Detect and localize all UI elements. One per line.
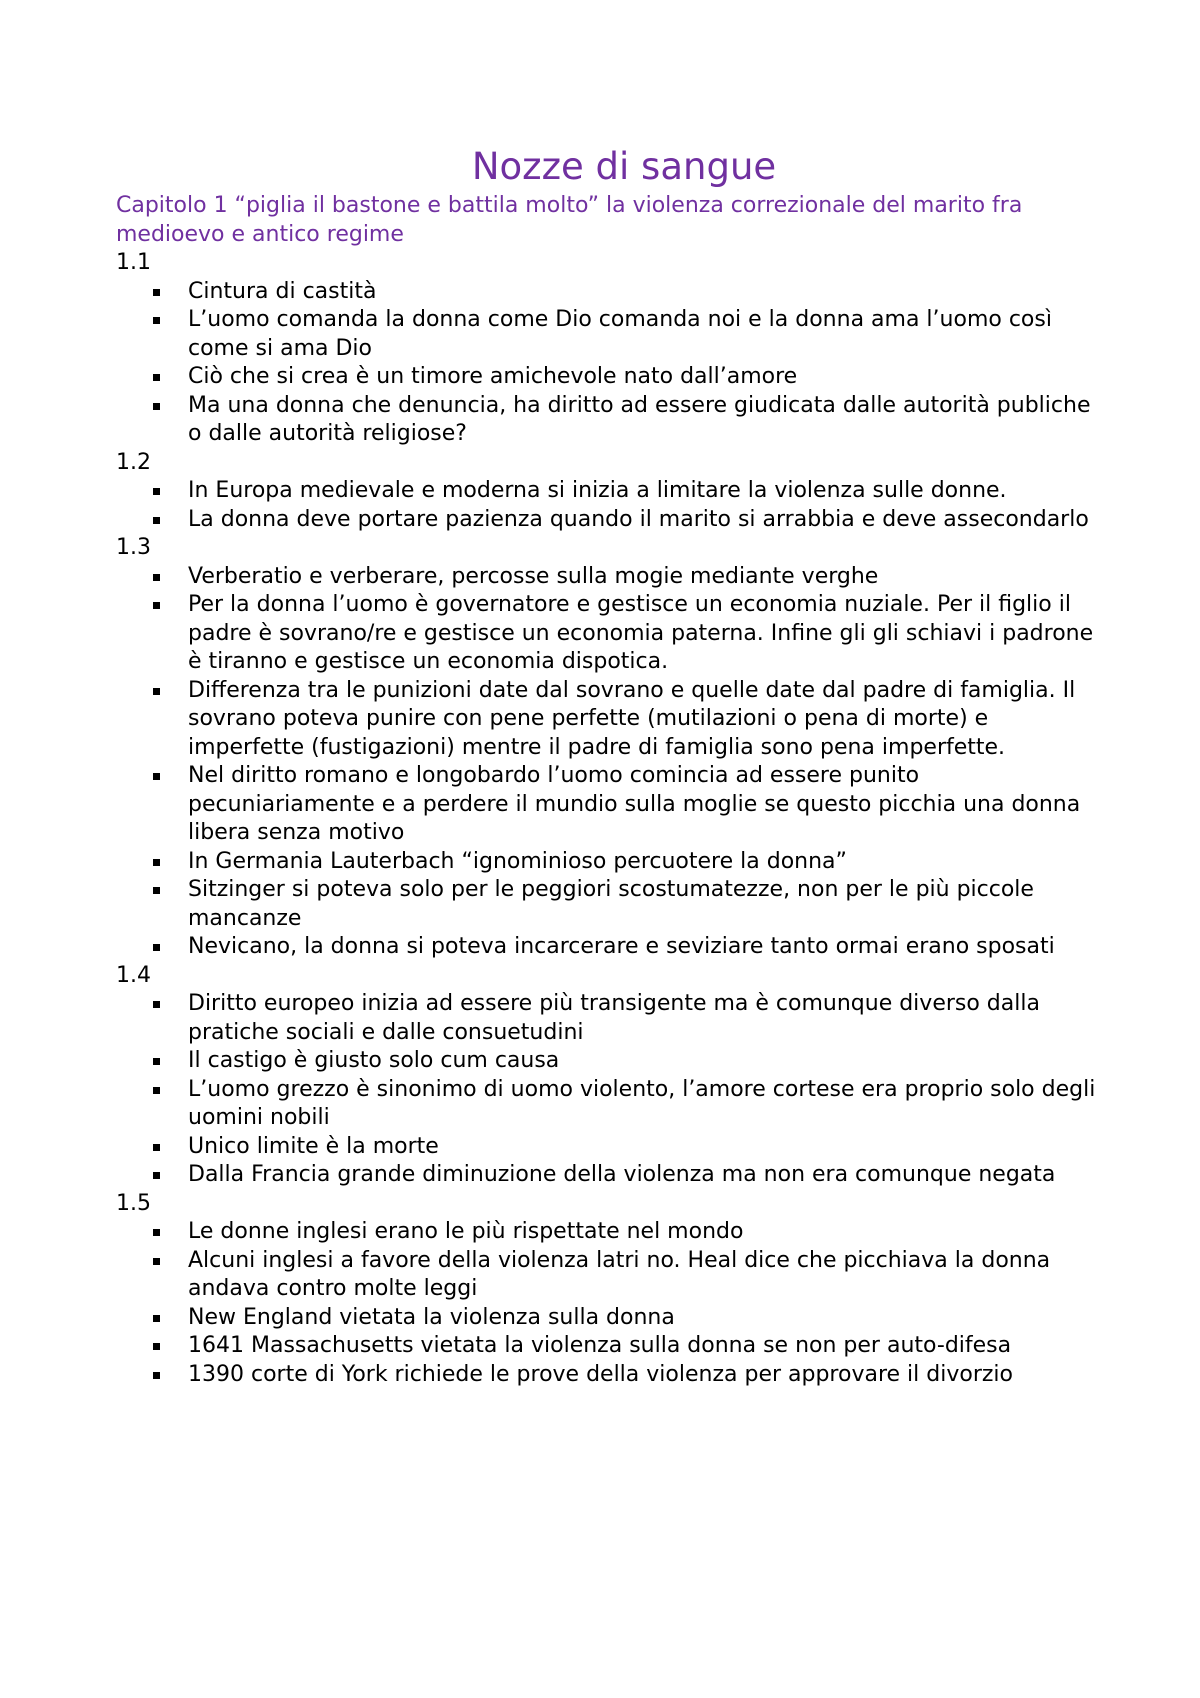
list-item-text: In Germania Lauterbach “ignominioso percuotere la donna” — [188, 848, 847, 874]
section-1-2 — [116, 449, 1110, 535]
square-bullet-icon — [153, 602, 160, 609]
square-bullet-icon — [153, 944, 160, 951]
list-item-text: 1641 Massachusetts vietata la violenza sulla donna se non per auto-difesa — [188, 1333, 1012, 1358]
list-item — [188, 477, 1110, 506]
section-1-1 — [116, 249, 1110, 449]
list-item-text: Differenza tra le punizioni date dal sovrano e quelle date dal padre di famiglia. Il sovrano poteva punire con pene perfette (mutilazioni o pena di morte) e imperfette (fustigazioni) mentre il padre di famiglia sono pena imperfette. — [188, 677, 1076, 760]
bullet-list — [116, 1218, 1110, 1389]
section-number: 1.2 — [116, 449, 151, 475]
square-bullet-icon — [153, 773, 160, 780]
section-1-3 — [116, 534, 1110, 962]
square-bullet-icon — [153, 488, 160, 495]
square-bullet-icon — [153, 574, 160, 581]
list-item — [188, 591, 1110, 677]
list-item — [188, 1161, 1110, 1190]
list-item — [188, 1133, 1110, 1162]
list-item — [188, 1218, 1110, 1247]
square-bullet-icon — [153, 1172, 160, 1179]
list-item-text: Il castigo è giusto solo cum causa — [188, 1048, 560, 1073]
bullet-list — [116, 563, 1110, 962]
list-item — [188, 1332, 1110, 1361]
square-bullet-icon — [153, 1001, 160, 1008]
square-bullet-icon — [153, 1058, 160, 1065]
list-item-text: Verberatio e verberare, percosse sulla mogie mediante verghe — [188, 563, 879, 589]
list-item — [188, 848, 1110, 877]
list-item — [188, 933, 1110, 962]
list-item-text: New England vietata la violenza sulla donna — [188, 1304, 675, 1330]
list-item — [188, 1076, 1110, 1133]
list-item-text: Ciò che si crea è un timore amichevole nato dall’amore — [188, 364, 798, 389]
square-bullet-icon — [153, 1229, 160, 1236]
list-item — [188, 278, 1110, 307]
list-item — [188, 563, 1110, 592]
list-item-text: Alcuni inglesi a favore della violenza latri no. Heal dice che picchiava la donna andava contro molte leggi — [188, 1247, 1051, 1301]
list-item — [188, 677, 1110, 763]
document-title: Nozze di sangue — [471, 145, 777, 188]
square-bullet-icon — [153, 1087, 160, 1094]
list-item — [188, 990, 1110, 1047]
list-item-text: Cintura di castità — [188, 278, 377, 304]
list-item — [188, 1047, 1110, 1076]
square-bullet-icon — [153, 374, 160, 381]
list-item — [188, 306, 1110, 363]
list-item-text: Dalla Francia grande diminuzione della violenza ma non era comunque negata — [188, 1162, 1056, 1187]
list-item — [188, 363, 1110, 392]
square-bullet-icon — [153, 317, 160, 324]
list-item-text: In Europa medievale e moderna si inizia a limitare la violenza sulle donne. — [188, 478, 1007, 503]
square-bullet-icon — [153, 1343, 160, 1350]
list-item — [188, 392, 1110, 449]
list-item-text: Sitzinger si poteva solo per le peggiori scostumatezze, non per le più piccole mancanze — [188, 877, 1034, 931]
square-bullet-icon — [153, 403, 160, 410]
section-number: 1.4 — [116, 962, 151, 988]
list-item — [188, 1361, 1110, 1390]
list-item — [188, 762, 1110, 848]
section-1-5 — [116, 1190, 1110, 1390]
list-item-text: L’uomo comanda la donna come Dio comanda noi e la donna ama l’uomo così come si ama Dio — [188, 307, 1052, 361]
list-item — [188, 506, 1110, 535]
square-bullet-icon — [153, 859, 160, 866]
square-bullet-icon — [153, 517, 160, 524]
square-bullet-icon — [153, 1372, 160, 1379]
square-bullet-icon — [153, 1315, 160, 1322]
list-item-text: L’uomo grezzo è sinonimo di uomo violento, l’amore cortese era proprio solo degli uomini nobili — [188, 1076, 1096, 1130]
section-number: 1.1 — [116, 250, 151, 275]
list-item-text: Per la donna l’uomo è governatore e gestisce un economia nuziale. Per il figlio il padre è sovrano/re e gestisce un economia paterna. Infine gli gli schiavi i padrone è tiranno e gestisce un economia dispotica. — [188, 592, 1094, 674]
square-bullet-icon — [153, 887, 160, 894]
list-item-text: 1390 corte di York richiede le prove della violenza per approvare il divorzio — [188, 1361, 1013, 1387]
chapter-heading: Capitolo 1 “piglia il bastone e battila molto” la violenza correzionale del marito fra medioevo e antico regime — [116, 193, 1023, 247]
list-item-text: Diritto europeo inizia ad essere più transigente ma è comunque diverso dalla pratiche sociali e dalle consuetudini — [188, 991, 1040, 1045]
list-item-text: Unico limite è la morte — [188, 1133, 439, 1159]
list-item-text: Nel diritto romano e longobardo l’uomo comincia ad essere punito pecuniariamente e a perdere il mundio sulla moglie se questo picchia una donna libera senza motivo — [188, 763, 1081, 845]
section-number: 1.3 — [116, 535, 151, 560]
square-bullet-icon — [153, 289, 160, 296]
bullet-list — [116, 278, 1110, 449]
list-item — [188, 1304, 1110, 1333]
square-bullet-icon — [153, 688, 160, 695]
bullet-list — [116, 477, 1110, 534]
list-item-text: Nevicano, la donna si poteva incarcerare e seviziare tanto ormai erano sposati — [188, 934, 1055, 959]
list-item-text: Le donne inglesi erano le più rispettate nel mondo — [188, 1219, 744, 1244]
list-item-text: La donna deve portare pazienza quando il marito si arrabbia e deve assecondarlo — [188, 506, 1089, 532]
square-bullet-icon — [153, 1144, 160, 1151]
section-1-4 — [116, 962, 1110, 1190]
list-item-text: Ma una donna che denuncia, ha diritto ad essere giudicata dalle autorità publiche o dalle autorità religiose? — [188, 392, 1091, 446]
list-item — [188, 1247, 1110, 1304]
section-number: 1.5 — [116, 1190, 151, 1216]
square-bullet-icon — [153, 1258, 160, 1265]
bullet-list — [116, 990, 1110, 1190]
list-item — [188, 876, 1110, 933]
